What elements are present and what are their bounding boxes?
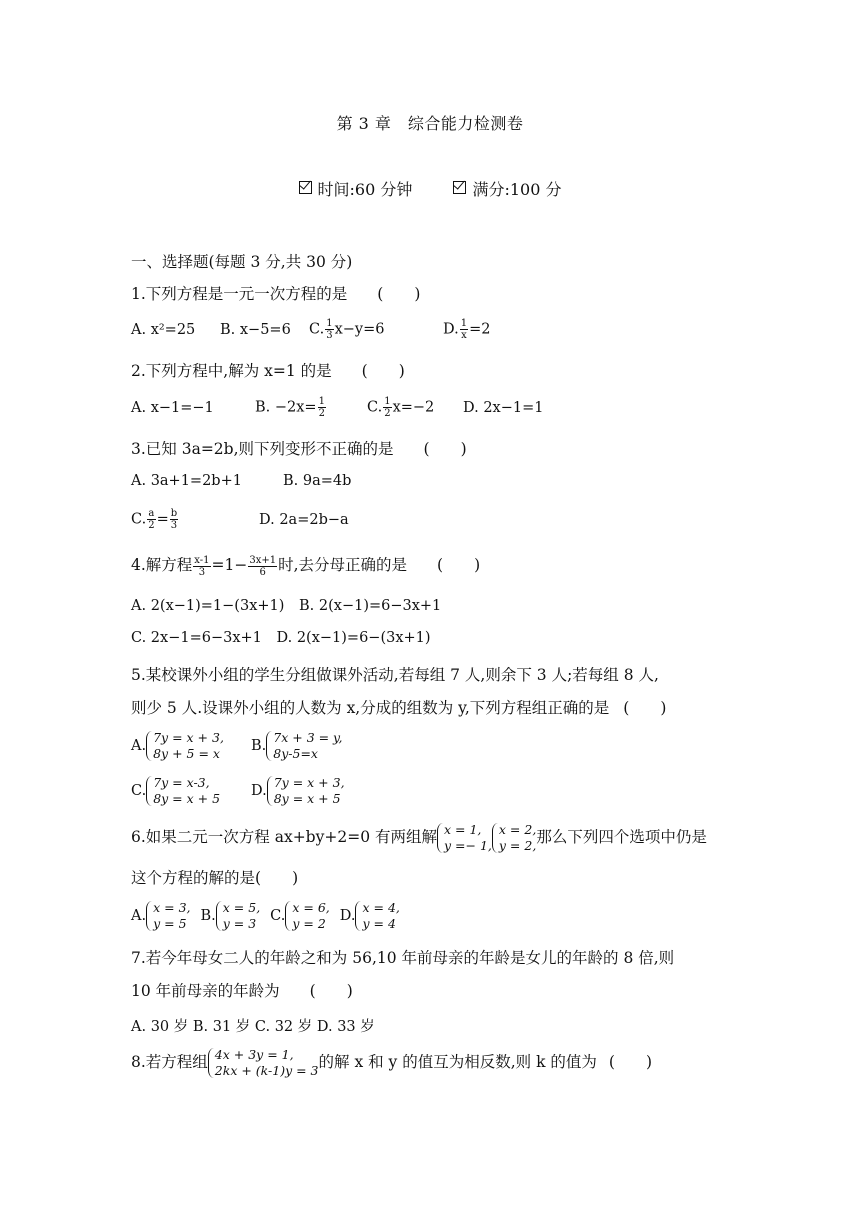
option-a: A. 3a+1=2b+1 [131, 473, 242, 489]
equation-system: x = 5, y = 3 [216, 900, 260, 932]
answer-blank: ( ) [608, 1053, 653, 1071]
question-5-line1: 5.某校课外小组的学生分组做课外活动,若每组 7 人,则余下 3 人;若每组 8 人, [131, 666, 659, 684]
equation-system: x = 3, y = 5 [146, 900, 190, 932]
option-c: C. 7y = x-3, 8y = x + 5 [131, 775, 221, 806]
option-a: A. x²=25 [131, 321, 196, 338]
score-info: 满分:100 分 [453, 177, 561, 200]
question-3-stem: 3.已知 3a=2b,则下列变形不正确的是 ( ) [131, 437, 467, 459]
option-b: B. x−5=6 [220, 321, 291, 338]
option-c: C. 2x−1=6−3x+1 [131, 630, 262, 646]
answer-blank: ( ) [255, 869, 299, 887]
option-a: A. 7y = x + 3, 8y + 5 = x [131, 730, 224, 761]
equation-system: 7y = x-3, 8y = x + 5 [146, 775, 220, 807]
answer-blank: ( ) [309, 982, 353, 1000]
equation-system: 4x + 3y = 1, 2kx + (k-1)y = 3 [208, 1047, 319, 1079]
equation-system: x = 2, y = 2, [492, 822, 536, 854]
question-5-options-row2 [131, 775, 355, 807]
option-d: D. 7y = x + 3, 8y = x + 5 [251, 775, 345, 806]
option-a: A. x = 3, y = 5 [131, 900, 191, 931]
option-d: D. 2x−1=1 [463, 399, 544, 416]
question-7-options: A. 30 岁 B. 31 岁 C. 32 岁 D. 33 岁 [131, 1019, 375, 1035]
question-6-line2: 这个方程的解的是( ) [131, 866, 298, 888]
answer-blank: ( ) [437, 556, 481, 574]
option-d: D. 2a=2b−a [259, 511, 349, 528]
option-a: A. x−1=−1 [131, 399, 214, 416]
question-7-line1: 7.若今年母女二人的年龄之和为 56,10 年前母亲的年龄是女儿的年龄的 8 倍,则 [131, 949, 675, 967]
option-d: D. 2(x−1)=6−(3x+1) [276, 630, 431, 646]
option-b: B. x = 5, y = 3 [200, 900, 261, 931]
equation-system: x = 1, y =− 1, [437, 822, 492, 854]
checkbox-icon [453, 181, 466, 194]
option-d: D. x = 4, y = 4 [339, 900, 400, 931]
answer-blank: ( ) [361, 362, 405, 380]
question-6-options [131, 900, 410, 932]
time-info: 时间:60 分钟 [299, 177, 413, 200]
question-6-line1: 6.如果二元一次方程 ax+by+2=0 有两组解 x = 1, y =− 1, x = 2, y = 2, 那么下列四个选项中仍是 [131, 822, 707, 853]
answer-blank: ( ) [377, 285, 421, 303]
checkbox-icon [299, 181, 312, 194]
equation-system: 7x + 3 = y, 8y-5=x [266, 730, 342, 762]
option-a: A. 2(x−1)=1−(3x+1) [131, 598, 285, 614]
option-d: D. $\frac{1}{x}$ =2 [443, 318, 491, 341]
question-5-options-row1 [131, 730, 352, 762]
option-b: B. 9a=4b [283, 473, 352, 489]
question-1-options [131, 318, 500, 341]
question-3-options-row1 [131, 473, 361, 489]
exam-meta [0, 177, 860, 200]
question-5-line2: 则少 5 人.设课外小组的人数为 x,分成的组数为 y,下列方程组正确的是 ( ) [131, 696, 666, 718]
equation-system: 7y = x + 3, 8y = x + 5 [267, 775, 345, 807]
question-4-options-row1 [131, 598, 451, 614]
option-c: C. $\frac{a}{2}$ = $\frac{b}{3}$ [131, 508, 178, 531]
equation-system: x = 4, y = 4 [355, 900, 399, 932]
question-8-stem: 8.若方程组 4x + 3y = 1, 2kx + (k-1)y = 3 的解 x 和 y 的值互为相反数,则 k 的值为 ( ) [131, 1047, 653, 1078]
option-b: B. 2(x−1)=6−3x+1 [299, 598, 442, 614]
section-heading: 一、选择题(每题 3 分,共 30 分) [131, 253, 353, 271]
question-4-stem: 4.解方程 $\frac{x-1}{3}$ =1− $\frac{3x+1}{6}$ 时,去分母正确的是 ( ) [131, 554, 481, 578]
equation-system: x = 6, y = 2 [285, 900, 329, 932]
question-7-line2: 10 年前母亲的年龄为 ( ) [131, 979, 353, 1001]
question-3-options-row2 [131, 508, 359, 531]
question-1-stem: 1.下列方程是一元一次方程的是 ( ) [131, 282, 420, 304]
option-c: C. $\frac{1}{3}$ x−y=6 [309, 318, 385, 341]
equation-system: 7y = x + 3, 8y + 5 = x [146, 730, 224, 762]
question-4-options-row2 [131, 630, 441, 646]
option-b: B. −2x= $\frac{1}{2}$ [255, 396, 325, 419]
option-b: B. 7x + 3 = y, 8y-5=x [251, 730, 343, 761]
page-title: 第 3 章 综合能力检测卷 [336, 114, 524, 133]
answer-blank: ( ) [623, 699, 667, 717]
answer-blank: ( ) [423, 440, 467, 458]
option-c: C. x = 6, y = 2 [270, 900, 330, 931]
question-2-options [131, 396, 553, 419]
option-c: C. $\frac{1}{2}$ x=−2 [367, 396, 435, 419]
question-2-stem: 2.下列方程中,解为 x=1 的是 ( ) [131, 359, 405, 381]
